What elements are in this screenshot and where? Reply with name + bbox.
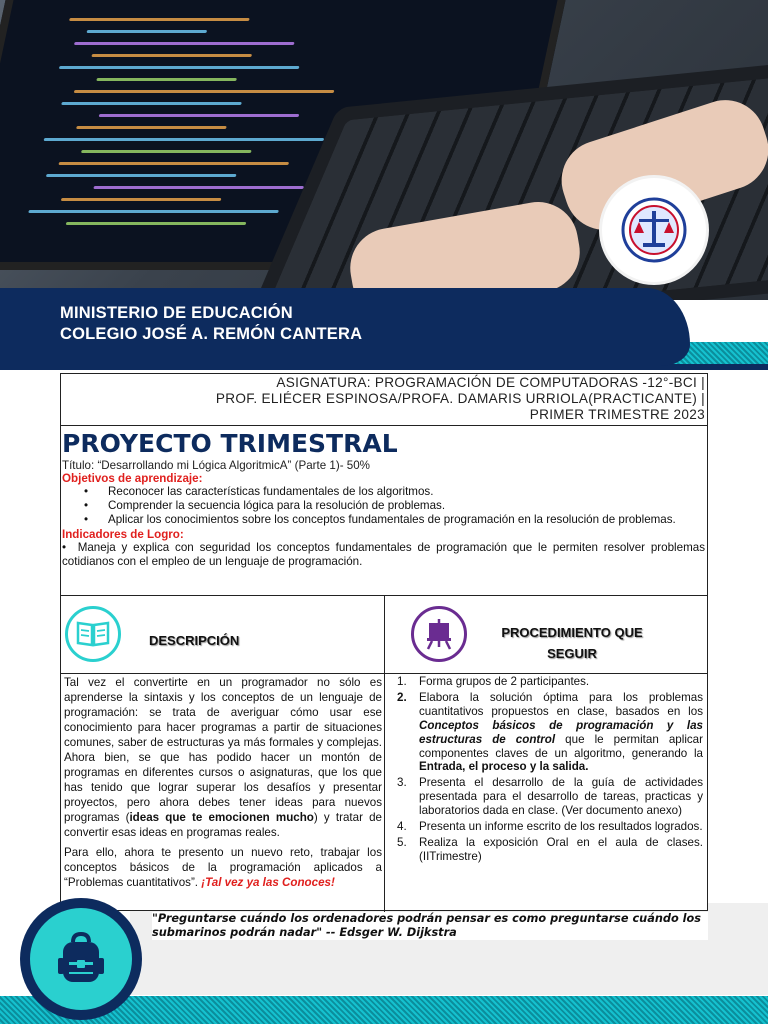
step-number: 5. bbox=[397, 835, 407, 849]
indicators-label: Indicadores de Logro: bbox=[62, 527, 184, 541]
school-seal-icon bbox=[621, 197, 687, 263]
ministry-name: MINISTERIO DE EDUCACIÓN bbox=[60, 304, 293, 322]
project-overview bbox=[61, 429, 707, 596]
backpack-icon bbox=[30, 908, 132, 1010]
list-item: • Comprender la secuencia lógica para la resolución de problemas. bbox=[84, 499, 705, 513]
step-text: Realiza la exposición Oral en el aula de clases. (IITrimestre) bbox=[419, 835, 703, 863]
list-item bbox=[397, 675, 703, 689]
objectives-label: Objetivos de aprendizaje: bbox=[62, 472, 203, 485]
school-name: COLEGIO JOSÉ A. REMÓN CANTERA bbox=[60, 325, 363, 343]
description-paragraph-1 bbox=[64, 675, 382, 840]
indicators-body: Maneja y explica con seguridad los conceptos fundamentales de programación que le permiten resolver problemas cotidianos con el empleo de un lenguaje de programación. bbox=[62, 540, 705, 569]
course-teachers: PROF. ELIÉCER ESPINOSA/PROFA. DAMARIS URRIOLA(PRACTICANTE) | bbox=[215, 391, 705, 406]
school-banner bbox=[0, 288, 690, 366]
list-item bbox=[397, 836, 703, 864]
description-title: DESCRIPCIÓN bbox=[149, 633, 240, 648]
description-body bbox=[61, 674, 384, 890]
list-item: • Aplicar los conocimientos sobre los conceptos fundamentales de programación en la resolución de problemas. bbox=[84, 513, 705, 527]
procedure-title-line-2: SEGUIR bbox=[547, 646, 597, 661]
step-emphasis: Conceptos básicos de programación y las estructuras de control bbox=[419, 718, 703, 746]
list-item bbox=[397, 776, 703, 818]
procedure-header bbox=[385, 596, 707, 674]
step-number: 1. bbox=[397, 675, 407, 688]
desc-text: ) y tratar de convertir esas ideas en programas reales. bbox=[64, 811, 383, 839]
objectives-list bbox=[84, 485, 705, 528]
school-logo bbox=[602, 178, 706, 282]
step-text: Forma grupos de 2 participantes. bbox=[419, 675, 590, 688]
step-text: Presenta un informe escrito de los resultados logrados. bbox=[419, 820, 703, 834]
list-item bbox=[397, 820, 703, 834]
page-title: PROYECTO TRIMESTRAL bbox=[62, 429, 398, 458]
description-column bbox=[61, 596, 385, 913]
course-term: PRIMER TRIMESTRE 2023 bbox=[529, 407, 705, 422]
description-paragraph-2 bbox=[64, 845, 382, 890]
desc-text: Para ello, ahora te presento un nuevo reto, trabajar los conceptos básicos de la programación aplicados a “Problemas cuantitativos”. bbox=[64, 846, 382, 889]
desc-highlight: ¡Tal vez ya las Conoces! bbox=[201, 876, 335, 889]
step-number: 4. bbox=[397, 820, 407, 834]
course-subject: ASIGNATURA: PROGRAMACIÓN DE COMPUTADORAS -12°-BCI | bbox=[276, 375, 705, 390]
procedure-title bbox=[497, 622, 647, 664]
description-header bbox=[61, 596, 384, 674]
step-text: que le permitan aplicar componentes claves de un algoritmo, generando la bbox=[419, 732, 703, 760]
desc-text: Tal vez el convertirte en un programador no sólo es aprenderse la sintaxis y los conceptos de un lenguaje de programación: se trata de averiguar cómo usar ese conocimiento para hacer programas a partir de situaciones comunes, saber de estructuras ya más formales y complejas. Ahora bien, se que has podido hacer un montón de programas en diferentes cursos o asignaturas, que los que has tenido que lograr superar los desafíos y presentar proyectos, pero ahora debes tener ideas para nuevos programas ( bbox=[64, 676, 382, 824]
project-subtitle: Título: “Desarrollando mi Lógica AlgoritmicA” (Parte 1)- 50% bbox=[62, 459, 370, 472]
project-document bbox=[60, 373, 708, 911]
procedure-steps bbox=[385, 674, 707, 864]
indicators-text: • Maneja y explica con seguridad los conceptos fundamentales de programación que le permiten resolver problemas cotidianos con el empleo de un lenguaje de programación. bbox=[62, 540, 705, 569]
step-number: 3. bbox=[397, 776, 407, 790]
step-text: Presenta el desarrollo de la guía de actividades presentada para el desarrollo de tareas, practicas y laboratorios dada en clase. (Ver documento anexo) bbox=[419, 776, 703, 818]
step-number: 2. bbox=[397, 690, 407, 704]
desc-emphasis: ideas que te emocionen mucho bbox=[129, 811, 314, 824]
quote-text: "Preguntarse cuándo los ordenadores podrán pensar es como preguntarse cuándo los submarinos podrán nadar" -- Edsger W. Dijkstra bbox=[152, 912, 708, 940]
step-bold: Entrada, el proceso y la salida. bbox=[419, 760, 589, 774]
procedure-title-line-1: PROCEDIMIENTO QUE bbox=[501, 625, 643, 640]
presentation-board-icon bbox=[411, 606, 467, 662]
list-item: • Reconocer las características fundamentales de los algoritmos. bbox=[84, 485, 705, 499]
step-text: Elabora la solución óptima para los problemas cuantitativos propuestos en clase, basados en los bbox=[419, 690, 703, 718]
content-columns bbox=[61, 596, 707, 913]
book-icon bbox=[65, 606, 121, 662]
course-header bbox=[61, 374, 707, 426]
list-item bbox=[397, 691, 703, 774]
procedure-column bbox=[385, 596, 707, 913]
